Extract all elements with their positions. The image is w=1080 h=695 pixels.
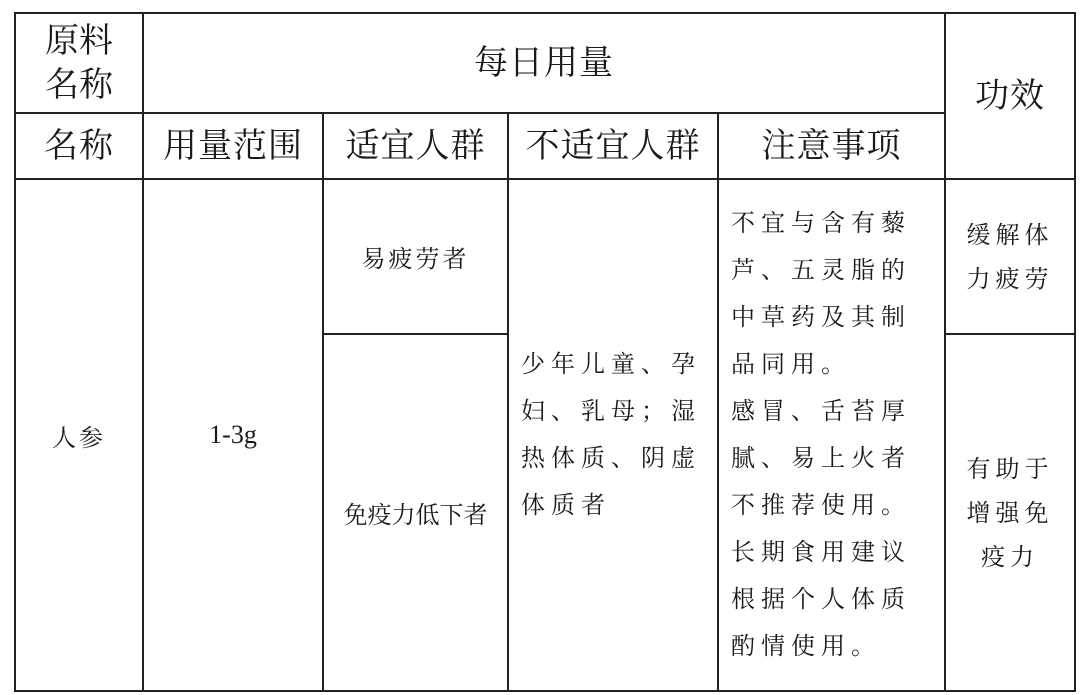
- header-row-top: [15, 13, 1075, 113]
- header-row-columns: [15, 113, 1075, 179]
- cell-efficacy-1-text: 缓解体力疲劳: [966, 220, 1054, 293]
- cell-name: [15, 179, 143, 691]
- header-dosage-range: [143, 113, 323, 179]
- header-daily-dosage-text: 每日用量: [474, 43, 614, 83]
- header-suitable-group: [323, 113, 508, 179]
- ingredient-dosage-table: [14, 12, 1076, 692]
- cell-suitable-group-1-text: 易疲劳者: [361, 245, 470, 273]
- header-daily-dosage: [143, 13, 945, 113]
- header-notes-text: 注意事项: [761, 126, 902, 166]
- header-efficacy: [945, 13, 1075, 179]
- header-suitable-group-text: 适宜人群: [345, 126, 486, 166]
- cell-dosage-range: [143, 179, 323, 691]
- header-notes: [718, 113, 945, 179]
- header-unsuitable-group: [508, 113, 718, 179]
- cell-suitable-group-2: [323, 334, 508, 691]
- cell-notes: [718, 179, 945, 691]
- cell-unsuitable-group: [508, 179, 718, 691]
- cell-suitable-group-2-text: 免疫力低下者: [343, 501, 488, 529]
- header-material-name-text: 原料 名称: [45, 21, 113, 105]
- cell-notes-item-1: 不宜与含有藜芦、五灵脂的中草药及其制品同用。: [731, 209, 911, 378]
- cell-notes-block: [719, 200, 944, 670]
- header-name-text: 名称: [44, 126, 114, 166]
- header-name: [15, 113, 143, 179]
- header-unsuitable-group-text: 不适宜人群: [525, 126, 701, 166]
- cell-notes-item-3: 长期食用建议根据个人体质酌情使用。: [731, 538, 911, 660]
- cell-notes-item-2: 感冒、舌苔厚腻、易上火者不推荐使用。: [731, 397, 911, 519]
- header-material-name: [15, 13, 143, 113]
- cell-dosage-range-text: 1-3g: [209, 420, 257, 449]
- cell-efficacy-2-text: 有助于增强免疫力: [966, 454, 1054, 571]
- data-row-part-1: [15, 179, 1075, 334]
- cell-efficacy-1: [945, 179, 1075, 334]
- cell-unsuitable-group-text: 少年儿童、孕妇、乳母；湿热体质、阴虚体质者: [521, 350, 701, 519]
- cell-name-text: 人参: [52, 423, 106, 452]
- header-efficacy-text: 功效: [975, 76, 1045, 116]
- header-dosage-range-text: 用量范围: [163, 126, 303, 166]
- cell-suitable-group-1: [323, 179, 508, 334]
- cell-efficacy-2: [945, 334, 1075, 691]
